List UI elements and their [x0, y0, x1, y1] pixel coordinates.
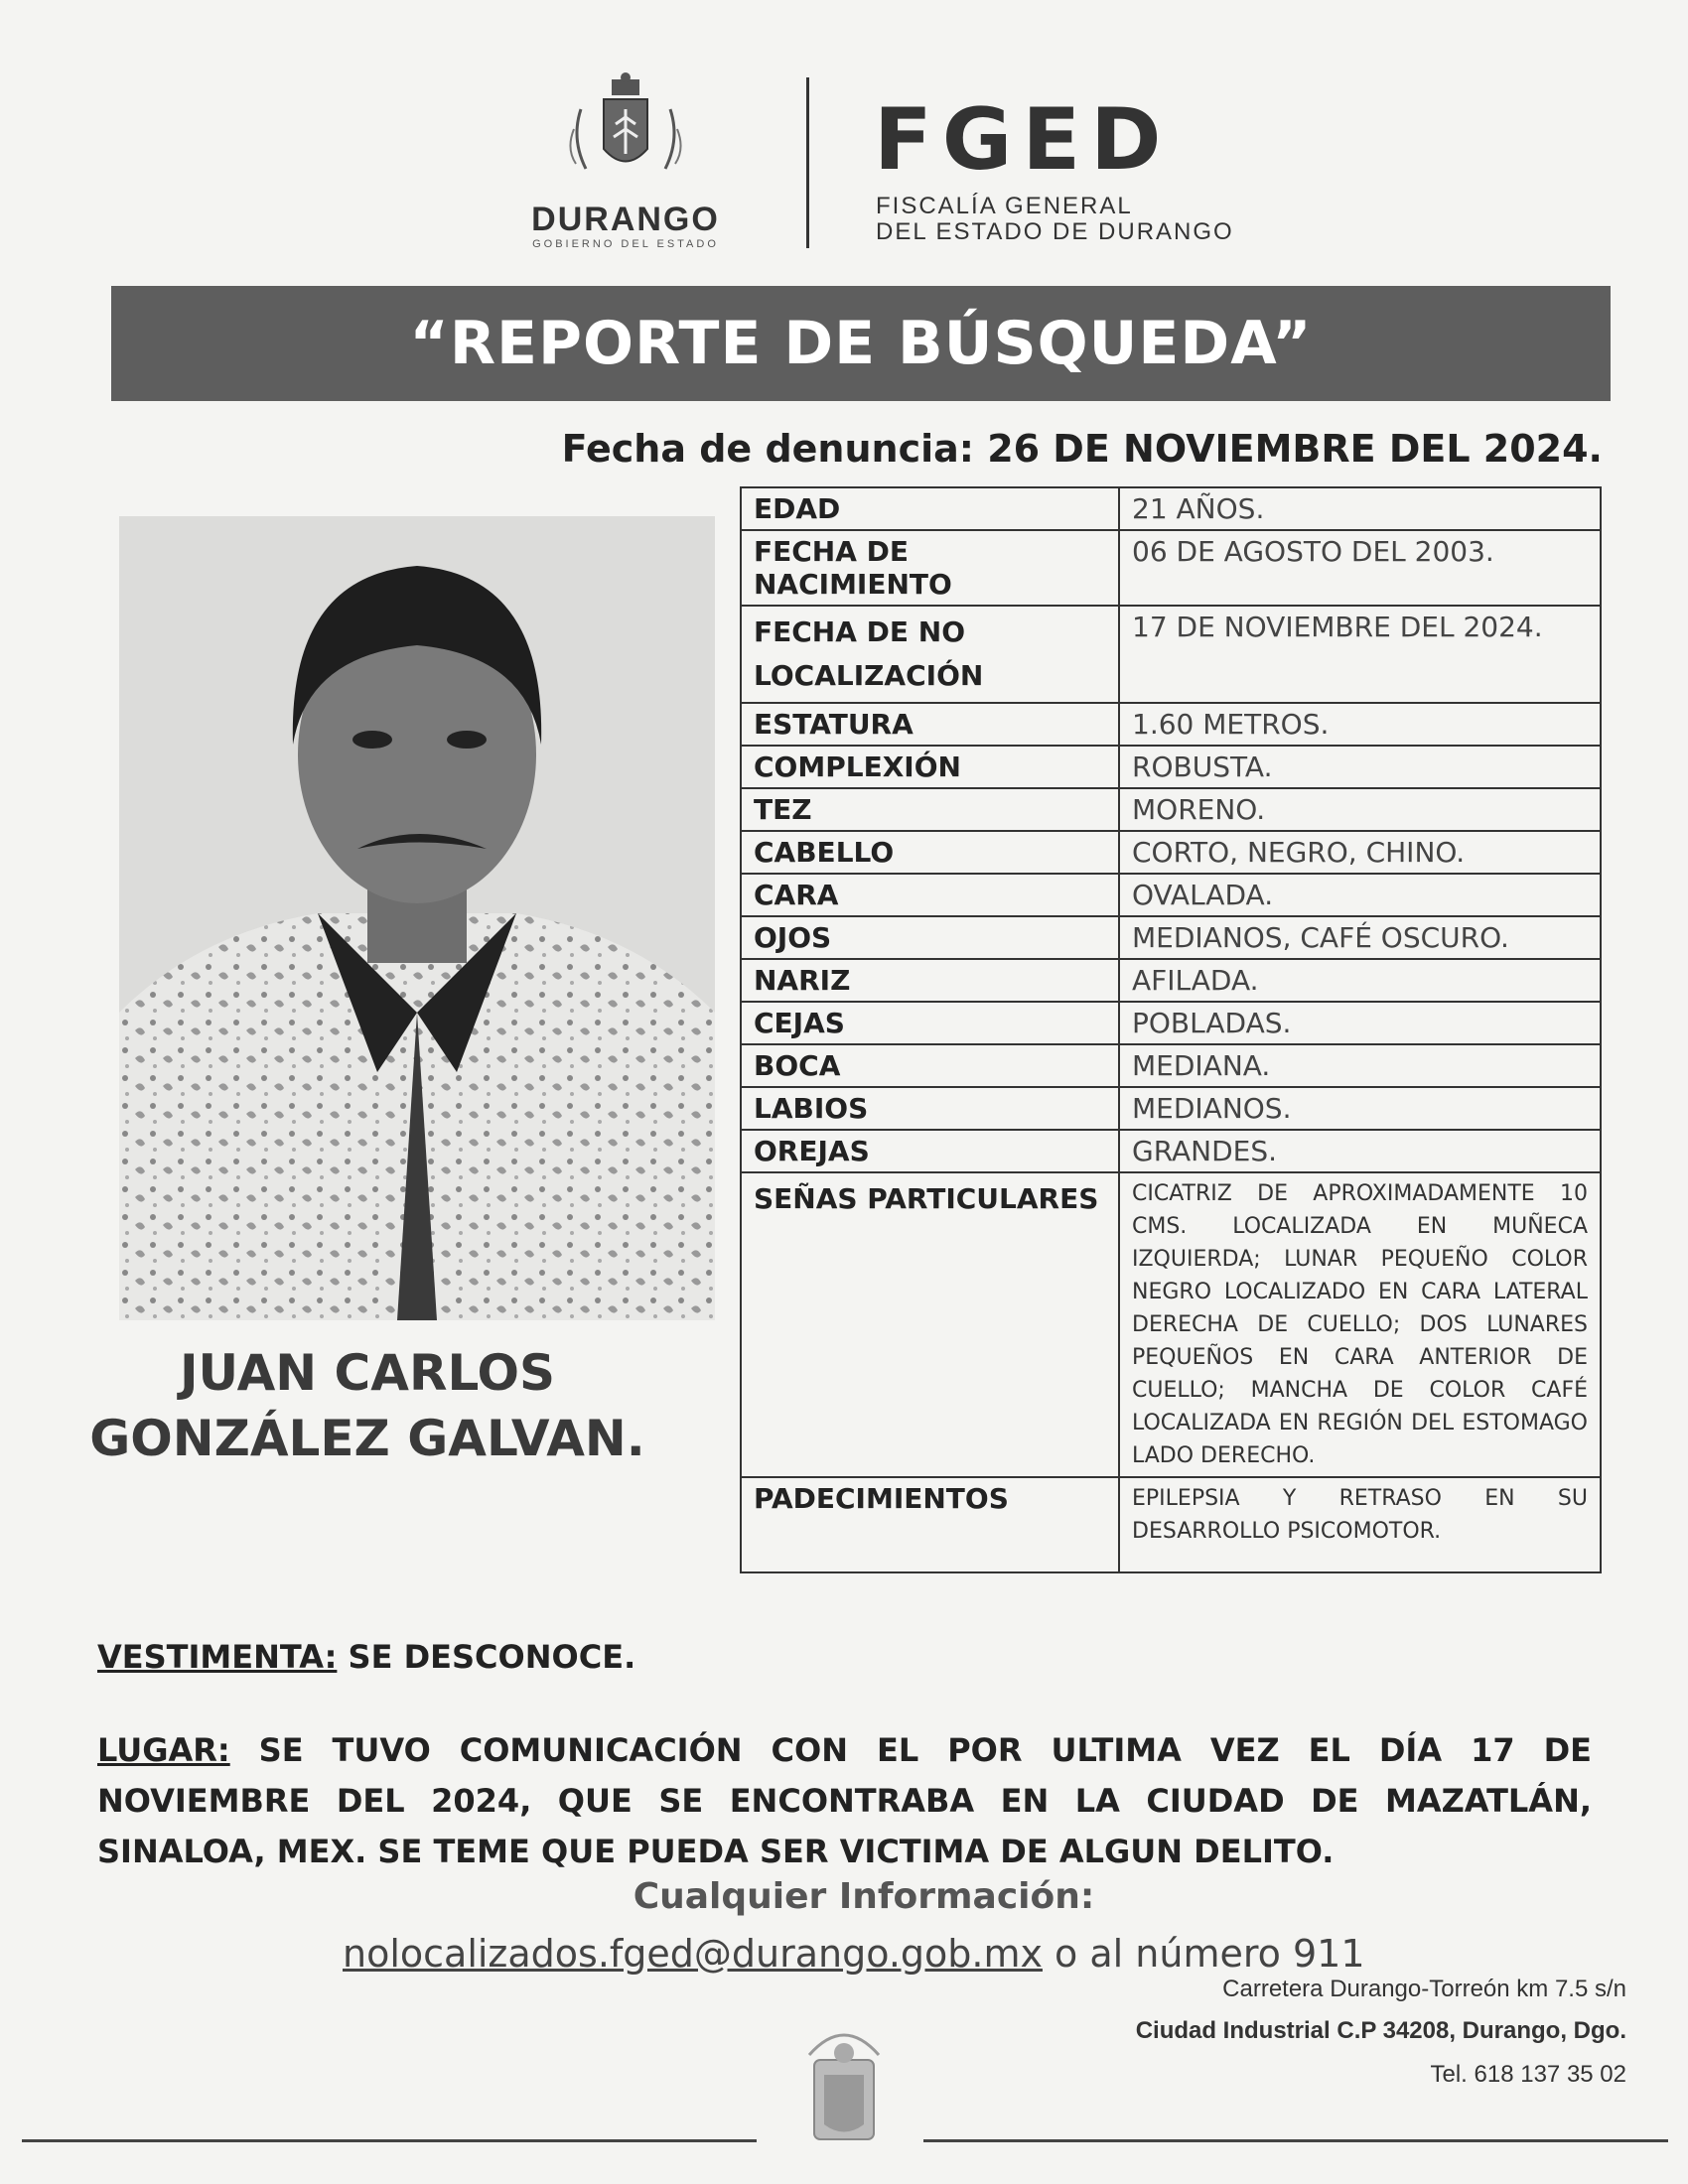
- footer-rule-right: [923, 2139, 1668, 2142]
- durango-crest-icon: [566, 69, 685, 189]
- row-label: SEÑAS PARTICULARES: [741, 1172, 1119, 1477]
- row-label: TEZ: [741, 788, 1119, 831]
- row-label: CABELLO: [741, 831, 1119, 874]
- contact-line: [343, 1932, 1365, 1976]
- fged-subtitle-line1: FISCALÍA GENERAL: [876, 193, 1133, 219]
- footer-seal-icon: [770, 2015, 918, 2164]
- report-banner: [111, 286, 1611, 401]
- table-row: [741, 1002, 1601, 1044]
- row-value: GRANDES.: [1119, 1130, 1601, 1172]
- table-row: [741, 1130, 1601, 1172]
- row-label: OJOS: [741, 916, 1119, 959]
- durango-subtitle: GOBIERNO DEL ESTADO: [532, 238, 719, 250]
- row-label: CARA: [741, 874, 1119, 916]
- durango-logo: [467, 69, 784, 258]
- row-value: 17 DE NOVIEMBRE DEL 2024.: [1119, 606, 1601, 703]
- vestimenta-paragraph: [97, 1638, 635, 1676]
- lugar-paragraph: [97, 1725, 1592, 1877]
- header-divider: [806, 77, 809, 248]
- row-value: 21 AÑOS.: [1119, 487, 1601, 530]
- row-label: LABIOS: [741, 1087, 1119, 1130]
- table-row: [741, 746, 1601, 788]
- table-row: [741, 1172, 1601, 1477]
- table-row: [741, 530, 1601, 606]
- row-value: MEDIANOS, CAFÉ OSCURO.: [1119, 916, 1601, 959]
- row-value: 06 DE AGOSTO DEL 2003.: [1119, 530, 1601, 606]
- table-row: [741, 606, 1601, 703]
- row-label: CEJAS: [741, 1002, 1119, 1044]
- person-name-line1: JUAN CARLOS: [179, 1344, 556, 1402]
- contact-email-link[interactable]: nolocalizados.fged@durango.gob.mx: [343, 1932, 1043, 1976]
- row-label: ESTATURA: [741, 703, 1119, 746]
- row-label: NARIZ: [741, 959, 1119, 1002]
- row-label: COMPLEXIÓN: [741, 746, 1119, 788]
- contact-heading: Cualquier Información:: [633, 1876, 1095, 1917]
- row-label: BOCA: [741, 1044, 1119, 1087]
- address-line2: Ciudad Industrial C.P 34208, Durango, Dgo.: [1135, 2017, 1626, 2044]
- row-value: ROBUSTA.: [1119, 746, 1601, 788]
- lugar-label: LUGAR:: [97, 1731, 230, 1769]
- table-row: [741, 1044, 1601, 1087]
- table-row: [741, 1477, 1601, 1572]
- person-name: [89, 1340, 645, 1471]
- row-label: FECHA DE NACIMIENTO: [741, 530, 1119, 606]
- table-row: [741, 1087, 1601, 1130]
- lugar-value: SE TUVO COMUNICACIÓN CON EL POR ULTIMA VEZ EL DÍA 17 DE NOVIEMBRE DEL 2024, QUE SE ENCONTRABA EN LA CIUDAD DE MAZATLÁN, SINALOA, MEX. SE TEME QUE PUEDA SER VICTIMA DE ALGUN DELITO.: [97, 1731, 1592, 1870]
- vestimenta-value: SE DESCONOCE.: [337, 1638, 636, 1676]
- denuncia-date: Fecha de denuncia: 26 DE NOVIEMBRE DEL 2024.: [561, 427, 1603, 471]
- row-label: FECHA DE NO LOCALIZACIÓN: [741, 606, 1119, 703]
- person-photo: [119, 516, 715, 1320]
- row-value: OVALADA.: [1119, 874, 1601, 916]
- row-label: OREJAS: [741, 1130, 1119, 1172]
- table-row: [741, 874, 1601, 916]
- table-row: [741, 703, 1601, 746]
- fged-subtitle-line2: DEL ESTADO DE DURANGO: [876, 218, 1234, 245]
- durango-wordmark: DURANGO: [531, 201, 720, 238]
- row-value: CORTO, NEGRO, CHINO.: [1119, 831, 1601, 874]
- row-value: MORENO.: [1119, 788, 1601, 831]
- fged-title: FGED: [874, 90, 1172, 190]
- address-line1: Carretera Durango-Torreón km 7.5 s/n: [1222, 1976, 1626, 2002]
- row-label: PADECIMIENTOS: [741, 1477, 1119, 1572]
- contact-phone-text: o al número 911: [1042, 1932, 1365, 1976]
- table-row: [741, 487, 1601, 530]
- row-value: POBLADAS.: [1119, 1002, 1601, 1044]
- report-title: “REPORTE DE BÚSQUEDA”: [409, 309, 1313, 378]
- row-value: MEDIANA.: [1119, 1044, 1601, 1087]
- person-name-line2: GONZÁLEZ GALVAN.: [89, 1410, 645, 1467]
- address-phone: Tel. 618 137 35 02: [1430, 2061, 1626, 2088]
- row-value: CICATRIZ DE APROXIMADAMENTE 10 CMS. LOCALIZADA EN MUÑECA IZQUIERDA; LUNAR PEQUEÑO COLOR NEGRO LOCALIZADO EN CARA LATERAL DERECHA DE CUELLO; DOS LUNARES PEQUEÑOS EN CARA ANTERIOR DE CUELLO; MANCHA DE COLOR CAFÉ LOCALIZADA EN REGIÓN DEL ESTOMAGO LADO DERECHO.: [1119, 1172, 1601, 1477]
- footer-rule-left: [22, 2139, 757, 2142]
- table-row: [741, 831, 1601, 874]
- table-row: [741, 788, 1601, 831]
- row-value: EPILEPSIA Y RETRASO EN SU DESARROLLO PSICOMOTOR.: [1119, 1477, 1601, 1572]
- row-value: AFILADA.: [1119, 959, 1601, 1002]
- row-label: EDAD: [741, 487, 1119, 530]
- vestimenta-label: VESTIMENTA:: [97, 1638, 338, 1676]
- row-value: 1.60 METROS.: [1119, 703, 1601, 746]
- table-row: [741, 916, 1601, 959]
- table-row: [741, 959, 1601, 1002]
- row-value: MEDIANOS.: [1119, 1087, 1601, 1130]
- description-table: [740, 486, 1602, 1573]
